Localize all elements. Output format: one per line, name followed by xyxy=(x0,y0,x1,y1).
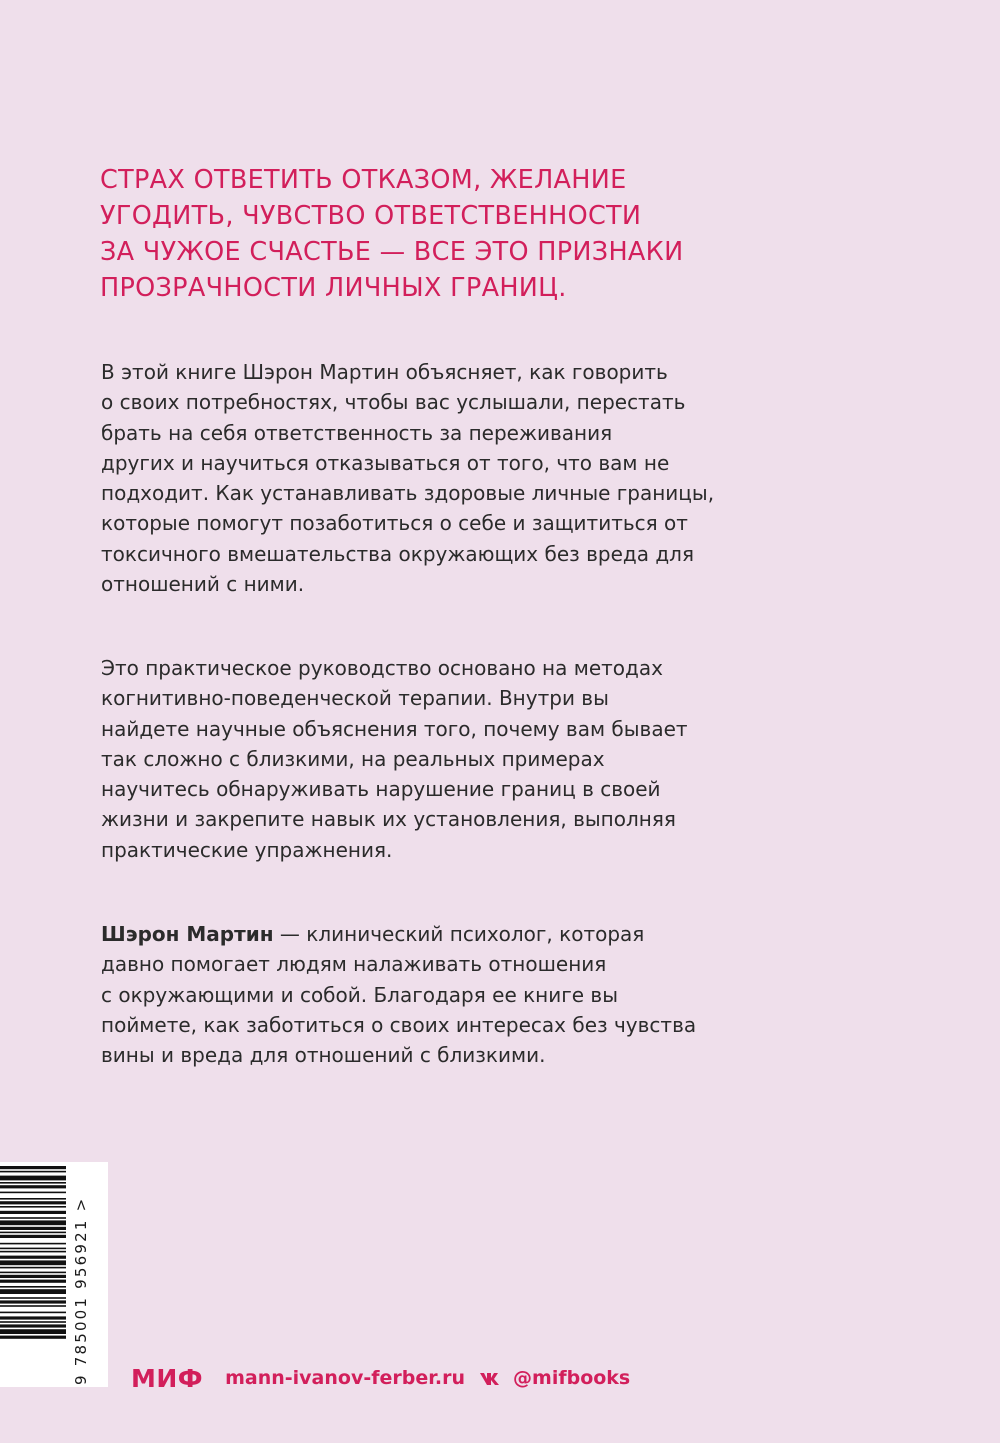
barcode-bar xyxy=(0,1289,66,1294)
headline-line: ЗА ЧУЖОЕ СЧАСТЬЕ — ВСЕ ЭТО ПРИЗНАКИ xyxy=(100,237,684,267)
paragraph-line: брать на себя ответственность за переживания xyxy=(101,420,613,445)
barcode-bar xyxy=(0,1267,66,1269)
barcode-bar xyxy=(0,1227,66,1230)
paragraph-line: так сложно с близкими, на реальных примерах xyxy=(101,746,605,771)
barcode-bar xyxy=(0,1217,66,1219)
paragraph-line: токсичного вмешательства окружающих без вреда для xyxy=(101,541,694,566)
website-link[interactable]: mann-ivanov-ferber.ru xyxy=(225,1367,466,1389)
barcode-bar xyxy=(0,1305,66,1307)
barcode-bar xyxy=(0,1329,66,1334)
paragraph-line: научитесь обнаруживать нарушение границ в своей xyxy=(101,777,661,802)
barcode-bar xyxy=(0,1176,66,1181)
barcode-bar xyxy=(0,1211,66,1214)
barcode-bar xyxy=(0,1206,66,1208)
paragraph-line: которые помогут позаботиться о себе и защититься от xyxy=(101,511,688,536)
barcode-bar xyxy=(0,1300,66,1303)
headline-line: УГОДИТЬ, ЧУВСТВО ОТВЕТСТВЕННОСТИ xyxy=(100,201,642,231)
paragraph-line: о своих потребностях, чтобы вас услышали, перестать xyxy=(101,390,686,415)
social-handle[interactable]: @mifbooks xyxy=(513,1367,631,1389)
barcode-bar xyxy=(0,1192,66,1194)
paragraph-line: В этой книге Шэрон Мартин объясняет, как говорить xyxy=(101,360,668,384)
barcode-digits: 9 785001 956921 > xyxy=(72,1196,90,1385)
method-paragraph xyxy=(101,653,861,865)
author-description: — клинический психолог, которая xyxy=(273,922,645,946)
barcode-bar xyxy=(0,1312,66,1314)
barcode-bars xyxy=(0,1162,108,1387)
barcode-bar xyxy=(0,1272,66,1274)
paragraph-line: с окружающими и собой. Благодаря ее книге вы xyxy=(101,982,619,1007)
paragraph-line: жизни и закрепите навык их установления, выполняя xyxy=(101,807,676,832)
description-paragraph xyxy=(101,357,861,599)
barcode-bar xyxy=(0,1324,66,1327)
paragraph-line: подходит. Как устанавливать здоровые личные границы, xyxy=(101,481,715,506)
barcode-bar xyxy=(0,1256,66,1259)
barcode-bar xyxy=(0,1260,66,1265)
barcode-bar xyxy=(0,1248,66,1250)
paragraph-line: Это практическое руководство основано на методах xyxy=(101,656,663,680)
barcode-bar xyxy=(0,1201,66,1204)
barcode-bar xyxy=(0,1182,66,1184)
barcode-bar xyxy=(0,1280,66,1283)
paragraph-line: давно помогает людям налаживать отношения xyxy=(101,952,607,977)
footer xyxy=(131,1361,630,1395)
barcode-bar xyxy=(0,1275,66,1278)
paragraph-line: поймете, как заботиться о своих интересах без чувства xyxy=(101,1012,697,1037)
barcode-bar xyxy=(0,1198,66,1200)
barcode-bar xyxy=(0,1251,66,1253)
barcode-bar xyxy=(0,1316,66,1319)
headline xyxy=(100,162,880,306)
paragraph-line: отношений с ними. xyxy=(101,572,305,597)
barcode-bar xyxy=(0,1232,66,1234)
barcode-bar xyxy=(0,1321,66,1323)
paragraph-line: практические упражнения. xyxy=(101,837,393,862)
headline-line: СТРАХ ОТВЕТИТЬ ОТКАЗОМ, ЖЕЛАНИЕ xyxy=(100,165,627,195)
barcode-bar xyxy=(0,1166,66,1169)
vk-icon[interactable] xyxy=(479,1371,503,1385)
paragraph-line: когнитивно-поведенческой терапии. Внутри вы xyxy=(101,686,609,711)
barcode-bar xyxy=(0,1171,66,1173)
barcode-bar xyxy=(0,1297,66,1299)
barcode-bar xyxy=(0,1286,66,1288)
paragraph-line: вины и вреда для отношений с близкими. xyxy=(101,1043,546,1068)
paragraph-line: найдете научные объяснения того, почему вам бывает xyxy=(101,716,688,741)
barcode-bar xyxy=(0,1336,66,1339)
barcode-bar xyxy=(0,1243,66,1245)
isbn-barcode xyxy=(0,1162,108,1387)
paragraph-line xyxy=(101,919,861,949)
barcode-bar xyxy=(0,1235,66,1238)
author-paragraph xyxy=(101,919,861,1070)
headline-line: ПРОЗРАЧНОСТИ ЛИЧНЫХ ГРАНИЦ. xyxy=(100,273,567,303)
paragraph-line: других и научиться отказываться от того, что вам не xyxy=(101,450,670,475)
publisher-logo: МИФ xyxy=(131,1363,204,1393)
author-name: Шэрон Мартин xyxy=(101,922,274,946)
barcode-bar xyxy=(0,1185,66,1188)
barcode-bar xyxy=(0,1220,66,1225)
